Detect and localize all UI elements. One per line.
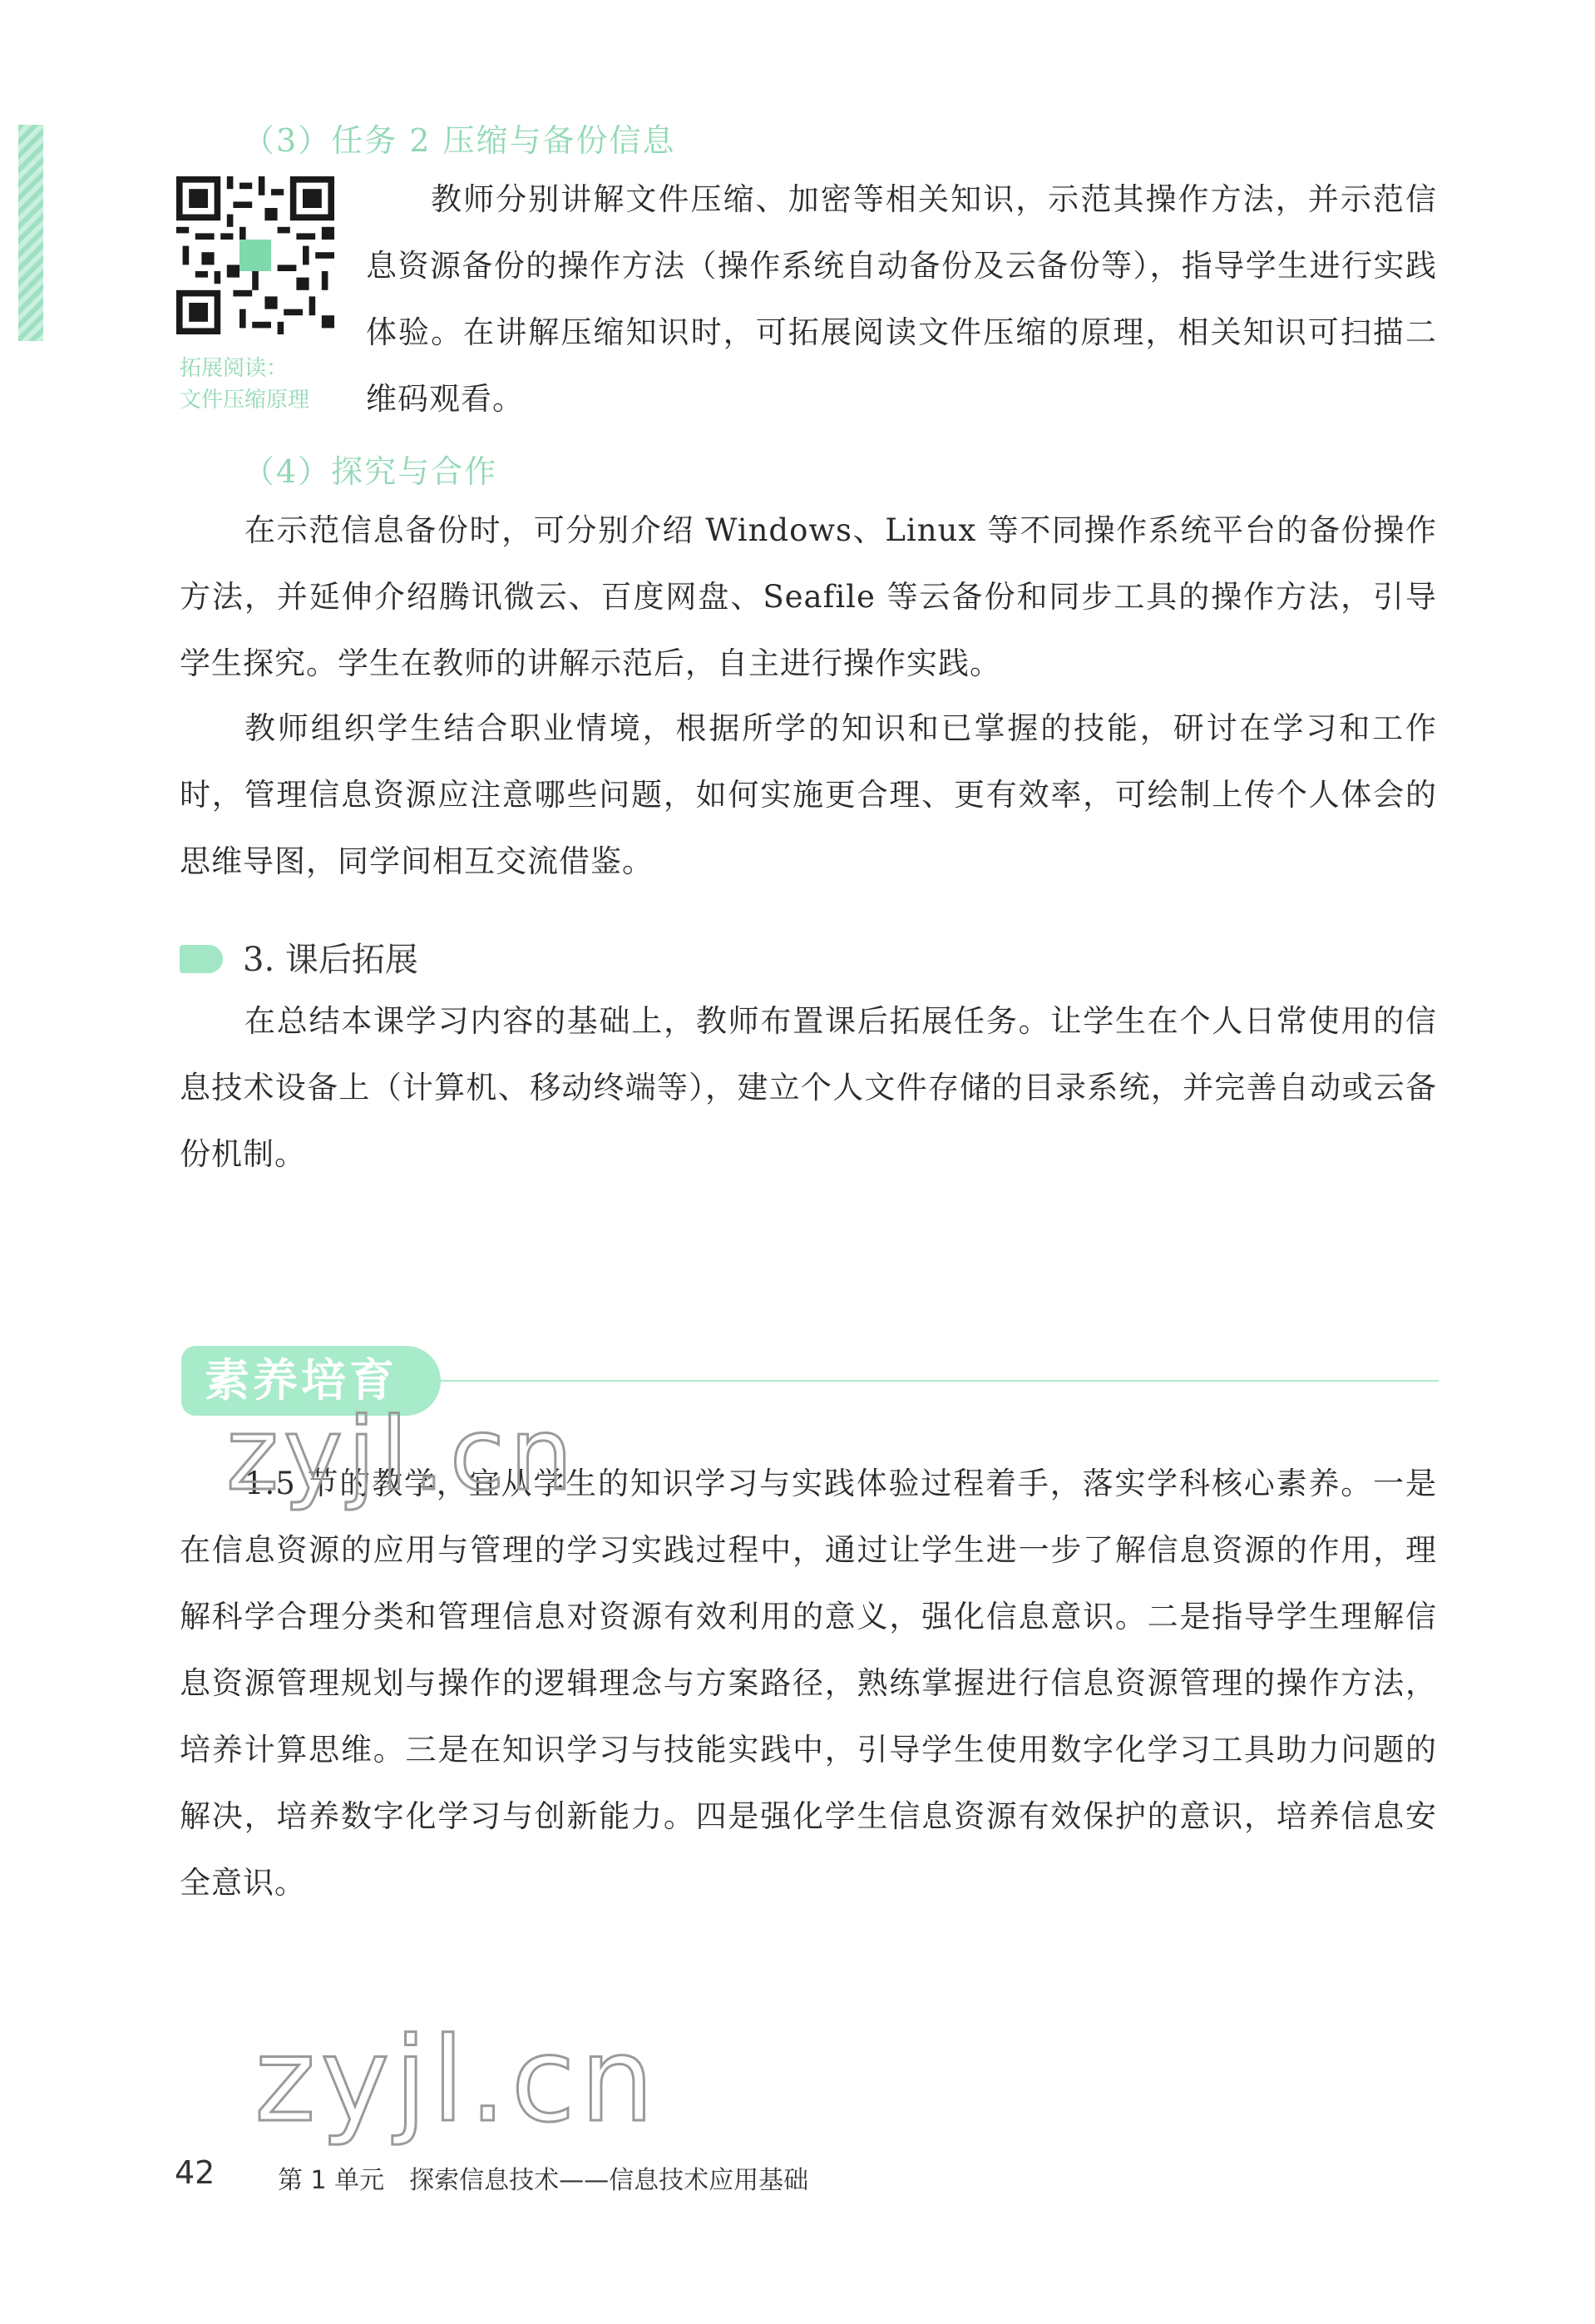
side-stripe <box>18 125 43 341</box>
explore-paragraph-2: 教师组织学生结合职业情境，根据所学的知识和已掌握的技能，研讨在学习和工作时，管理信息资源应注意哪些问题，如何实施更合理、更有效率，可绘制上传个人体会的思维导图，同学间相互交流借鉴。 <box>180 710 1437 879</box>
page-number: 42 <box>175 2154 215 2191</box>
task2-heading: （3）任务 2 压缩与备份信息 <box>243 122 676 159</box>
qr-code-icon <box>176 176 334 334</box>
qr-caption-line1: 拓展阅读： <box>180 356 289 381</box>
explore-heading: （4）探究与合作 <box>243 453 498 490</box>
banner-divider <box>432 1380 1439 1382</box>
literacy-paragraph: 1.5 节的教学，宜从学生的知识学习与实践体验过程着手，落实学科核心素养。一是在信息资源的应用与管理的学习实践过程中，通过让学生进一步了解信息资源的作用，理解科学合理分类和管理信息对资源有效利用的意义，强化信息意识。二是指导学生理解信息资源管理规划与操作的逻辑理念与方案路径，熟练掌握进行信息资源管理的操作方法，培养计算思维。三是在知识学习与技能实践中，引导学生使用数字化学习工具助力问题的解决，培养数字化学习与创新能力。四是强化学生信息资源有效保护的意识，培养信息安全意识。 <box>180 1466 1437 1901</box>
after-class-heading: 3. 课后拓展 <box>243 941 418 979</box>
after-class-paragraph: 在总结本课学习内容的基础上，教师布置课后拓展任务。让学生在个人日常使用的信息技术设备上（计算机、移动终端等），建立个人文件存储的目录系统，并完善自动或云备份机制。 <box>180 1003 1437 1172</box>
task2-paragraph: 教师分别讲解文件压缩、加密等相关知识，示范其操作方法，并示范信息资源备份的操作方法（操作系统自动备份及云备份等），指导学生进行实践体验。在讲解压缩知识时，可拓展阅读文件压缩的原理，相关知识可扫描二维码观看。 <box>366 181 1437 417</box>
qr-caption-line2: 文件压缩原理 <box>180 388 310 413</box>
watermark-bottom: zyjl.cn <box>254 2013 659 2148</box>
footer-running-title: 第 1 单元 探索信息技术——信息技术应用基础 <box>278 2166 809 2195</box>
explore-paragraph-1: 在示范信息备份时，可分别介绍 Windows、Linux 等不同操作系统平台的备份操作方法，并延伸介绍腾讯微云、百度网盘、Seafile 等云备份和同步工具的操作方法，引导学生探究。学生在教师的讲解示范后，自主进行操作实践。 <box>180 512 1437 681</box>
section-bullet-marker <box>180 945 223 973</box>
watermark-top: zyjl.cn <box>226 1397 578 1513</box>
literacy-banner: 素养培育 <box>181 1346 441 1416</box>
qr-caption <box>180 353 346 416</box>
